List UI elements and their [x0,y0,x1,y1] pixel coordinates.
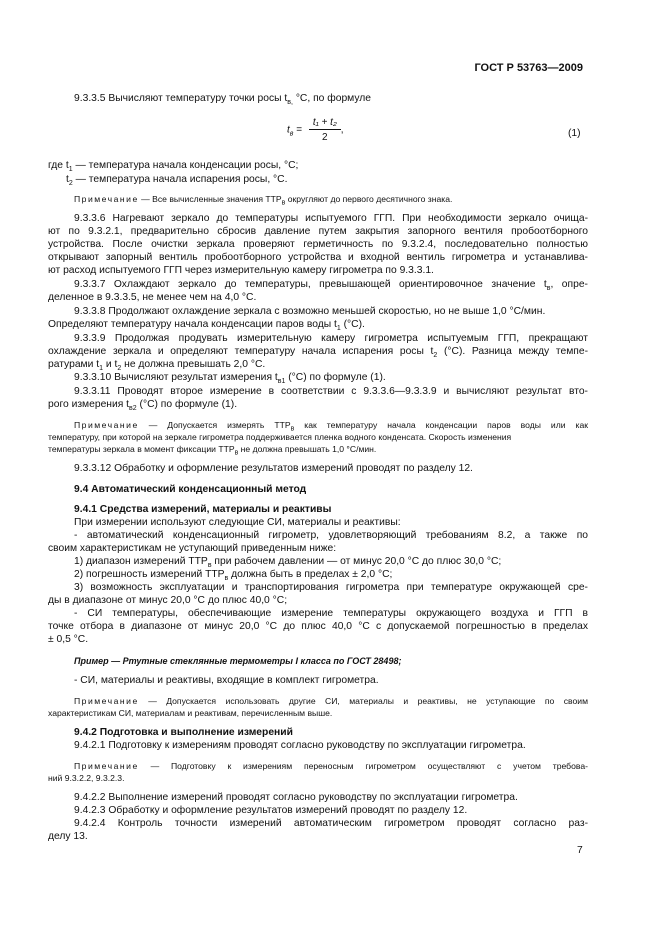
clause-9-4-2-2: 9.4.2.2 Выполнение измерений проводят согласно руководству по эксплуатации гигрометра. [74,792,518,803]
note-3-line-1: Примечание — Допускается использовать другие СИ, материалы и реактивы, не уступающие по своим [74,696,588,706]
clause-9-3-3-11-line-2: рого измерения $t_{в2}$ (°С) по формуле (1). [48,399,238,413]
clause-9-3-3-11-line-1: 9.3.3.11 Проводят второе измерение в соответствии с 9.3.3.6—9.3.3.9 и вычисляют результат вто- [74,386,588,397]
clause-9-4-1-line-2: - автоматический конденсационный гигрометр, удовлетворяющий требованиям 8.2, а также по [74,530,588,541]
note-2-line-3: температуры зеркала в момент фиксации $ТТР_в$ не должна превышать 1,0 °С/мин. [48,444,377,457]
clause-9-3-3-9-line-2: охлаждение зеркала и определяют температуру начала испарения росы $t_2$ (°С). Разница между темпе- [48,346,588,360]
clause-9-3-3-10: 9.3.3.10 Вычисляют результат измерения $t_{в1}$ (°С) по формуле (1). [74,372,386,386]
note-3-line-2: характеристикам СИ, материалам и реактивам, перечисленным выше. [48,708,333,718]
clause-9-3-3-5: 9.3.3.5 Вычисляют температуру точки росы $t_{в,}$ °С, по формуле [74,93,372,107]
clause-9-3-3-8-line-2: Определяют температуру начала конденсации паров воды $t_1$ (°С). [48,319,365,333]
clause-9-3-3-6-line-4: открывают запорный вентиль пробоотборного устройства и входной вентиль гигрометра и устанавлива- [48,252,588,263]
section-9-4-2-heading: 9.4.2 Подготовка и выполнение измерений [74,727,293,738]
clause-9-4-1-line-4: 1) диапазон измерений $ТТР_в$ при рабочем давлении — от минус 20,0 °С до плюс 30,0 °С; [74,556,502,570]
note-2-line-1: Примечание — Допускается измерять $ТТР_в$ как температуру начала конденсации паров воды или как [74,420,589,433]
where-t1: где $t_1$ — температура начала конденсации росы, °С; [48,160,299,174]
clause-9-3-3-8-line-1: 9.3.3.8 Продолжают охлаждение зеркала с возможно меньшей скоростью, но не выше 1,0 °С/мин. [74,306,546,317]
section-9-4-heading: 9.4 Автоматический конденсационный метод [74,484,307,495]
clause-9-3-3-6-line-2: ют по 9.3.2.1, предварительно сбросив давление путем закрытия запорного вентиля пробоотборного [48,226,588,237]
note-1: Примечание — Все вычисленные значения $ТТР_в$ округляют до первого десятичного знака. [74,194,453,207]
clause-9-4-2-1: 9.4.2.1 Подготовку к измерениям проводят согласно руководству по эксплуатации гигрометра. [74,740,526,751]
page-number: 7 [577,845,583,856]
clause-9-4-1-line-11: - СИ, материалы и реактивы, входящие в комплект гигрометра. [74,675,379,686]
clause-9-4-1-line-7: ды в диапазоне от минус 20,0 °С до плюс 40,0 °С; [48,595,288,606]
where-t2: $t_2$ — температура начала испарения росы, °С. [66,174,288,188]
clause-9-3-3-6-line-1: 9.3.3.6 Нагревают зеркало до температуры испытуемого ГГП. При необходимости зеркало очища- [74,213,588,224]
formula-1: $t_в$ = $\frac{\text{t₁ + t₂}}{2}$ , [287,117,344,143]
standard-header: ГОСТ Р 53763—2009 [474,62,583,74]
clause-9-4-1-line-9: точке отбора в диапазоне от минус 20,0 °С до плюс 40,0 °С с допускаемой погрешностью в пределах [48,621,588,632]
clause-9-3-3-7-line-1: 9.3.3.7 Охлаждают зеркало до температуры, превышающей ориентировочное значение $t_в$, опре- [74,279,588,293]
clause-9-4-2-3: 9.4.2.3 Обработку и оформление результатов измерений проводят по разделу 12. [74,805,468,816]
note-4-line-1: Примечание — Подготовку к измерениям переносным гигрометром осуществляют с учетом требова- [74,761,588,771]
clause-9-4-1-line-3: своим характеристикам не уступающий приведенным ниже: [48,543,337,554]
note-2-line-2: температуру, при которой на зеркале гигрометра поддерживается пленка водного конденсата. Скорость изменения [48,432,512,442]
example: Пример — Ртутные стеклянные термометры I класса по ГОСТ 28498; [74,656,402,666]
clause-9-4-1-line-6: 3) возможность эксплуатации и транспортирования гигрометра при температуре окружающей сре- [74,582,588,593]
clause-9-3-3-9-line-3: ратурами $t_1$ и $t_2$ не должна превышать 2,0 °С. [48,359,266,373]
clause-9-3-3-7-line-2: деленное в 9.3.3.5, не менее чем на 4,0 °С. [48,292,257,303]
note-4-line-2: ний 9.3.2.2, 9.3.2.3. [48,773,125,783]
formula-number: (1) [568,128,581,139]
clause-9-4-2-4-line-2: делу 13. [48,831,88,842]
clause-9-4-1-line-5: 2) погрешность измерений $ТТР_в$ должна быть в пределах ± 2,0 °С; [74,569,393,583]
clause-9-4-1-line-8: - СИ температуры, обеспечивающие измерение температуры окружающего воздуха и ГГП в [74,608,588,619]
clause-9-3-3-6-line-5: ют расход испытуемого ГГП через измерительную камеру гигрометра по 9.3.3.1. [48,265,434,276]
clause-9-3-3-12: 9.3.3.12 Обработку и оформление результатов измерений проводят по разделу 12. [74,463,473,474]
section-9-4-1-heading: 9.4.1 Средства измерений, материалы и реактивы [74,504,332,515]
clause-9-4-1-line-10: ± 0,5 °С. [48,634,89,645]
clause-9-3-3-6-line-3: устройства. После очистки зеркала проверяют герметичность по 9.3.2.4, последовательно полностью [48,239,588,250]
clause-9-4-1-line-1: При измерении используют следующие СИ, материалы и реактивы: [74,517,401,528]
clause-9-4-2-4-line-1: 9.4.2.4 Контроль точности измерений автоматическим гигрометром проводят согласно раз- [74,818,588,829]
clause-9-3-3-9-line-1: 9.3.3.9 Продолжая продувать измерительную камеру гигрометра испытуемым ГГП, прекращают [74,333,588,344]
